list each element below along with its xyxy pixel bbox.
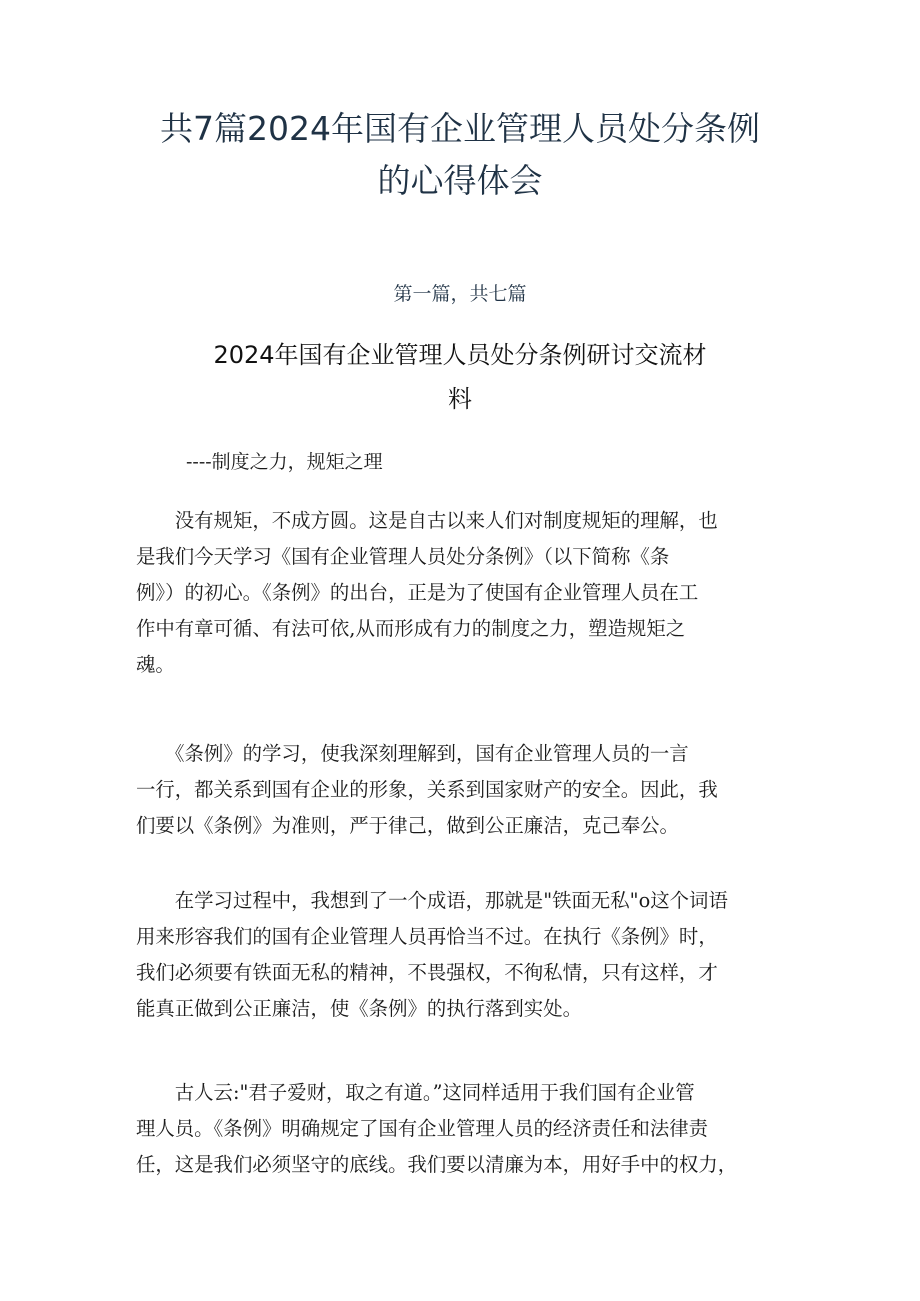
document-title bbox=[110, 103, 810, 207]
paragraph-line: 能真正做到公正廉洁，使《条例》的执行落到实处。 bbox=[136, 997, 582, 1020]
paragraph-line: 我们必须要有铁面无私的精神，不畏强权，不徇私情，只有这样，才 bbox=[136, 961, 718, 984]
paragraph-line: 任，这是我们必须坚守的底线。我们要以清廉为本，用好手中的权力， bbox=[136, 1153, 738, 1176]
paragraph-line: 理人员。《条例》明确规定了国有企业管理人员的经济责任和法律责 bbox=[136, 1117, 709, 1140]
paragraph-line: 一行，都关系到国有企业的形象，关系到国家财产的安全。因此，我 bbox=[136, 778, 718, 801]
paragraph-2 bbox=[136, 736, 796, 844]
part-label: 第一篇，共七篇 bbox=[393, 283, 527, 305]
paragraph-4 bbox=[136, 1075, 796, 1183]
paragraph-line: 作中有章可循、有法可依,从而形成有力的制度之力，塑造规矩之 bbox=[136, 617, 686, 640]
paragraph-line: 用来形容我们的国有企业管理人员再恰当不过。在执行《条例》时， bbox=[136, 925, 718, 948]
paragraph-3 bbox=[136, 883, 796, 1027]
article-title bbox=[180, 333, 740, 421]
article-title-line-1: 2024年国有企业管理人员处分条例研讨交流材 bbox=[213, 341, 707, 369]
article-subtitle: ----制度之力，规矩之理 bbox=[186, 451, 383, 473]
document-title-line-2: 的心得体会 bbox=[377, 161, 543, 200]
document-title-line-1: 共7篇2024年国有企业管理人员处分条例 bbox=[160, 109, 760, 148]
paragraph-line: 在学习过程中，我想到了一个成语，那就是"铁面无私"o这个词语 bbox=[136, 889, 728, 912]
paragraph-1 bbox=[136, 503, 796, 683]
paragraph-line: 例》）的初心。《条例》的出台，正是为了使国有企业管理人员在工 bbox=[136, 581, 699, 604]
article-title-line-2: 料 bbox=[448, 385, 472, 413]
paragraph-line: 魂。 bbox=[136, 653, 175, 676]
paragraph-line: 《条例》的学习，使我深刻理解到，国有企业管理人员的一言 bbox=[136, 742, 689, 765]
paragraph-line: 是我们今天学习《国有企业管理人员处分条例》（以下简称《条 bbox=[136, 545, 670, 568]
paragraph-line: 古人云:"君子爱财，取之有道。”这同样适用于我们国有企业管 bbox=[136, 1081, 695, 1104]
paragraph-line: 没有规矩，不成方圆。这是自古以来人们对制度规矩的理解，也 bbox=[136, 509, 718, 532]
paragraph-line: 们要以《条例》为准则，严于律己，做到公正廉洁，克己奉公。 bbox=[136, 814, 679, 837]
